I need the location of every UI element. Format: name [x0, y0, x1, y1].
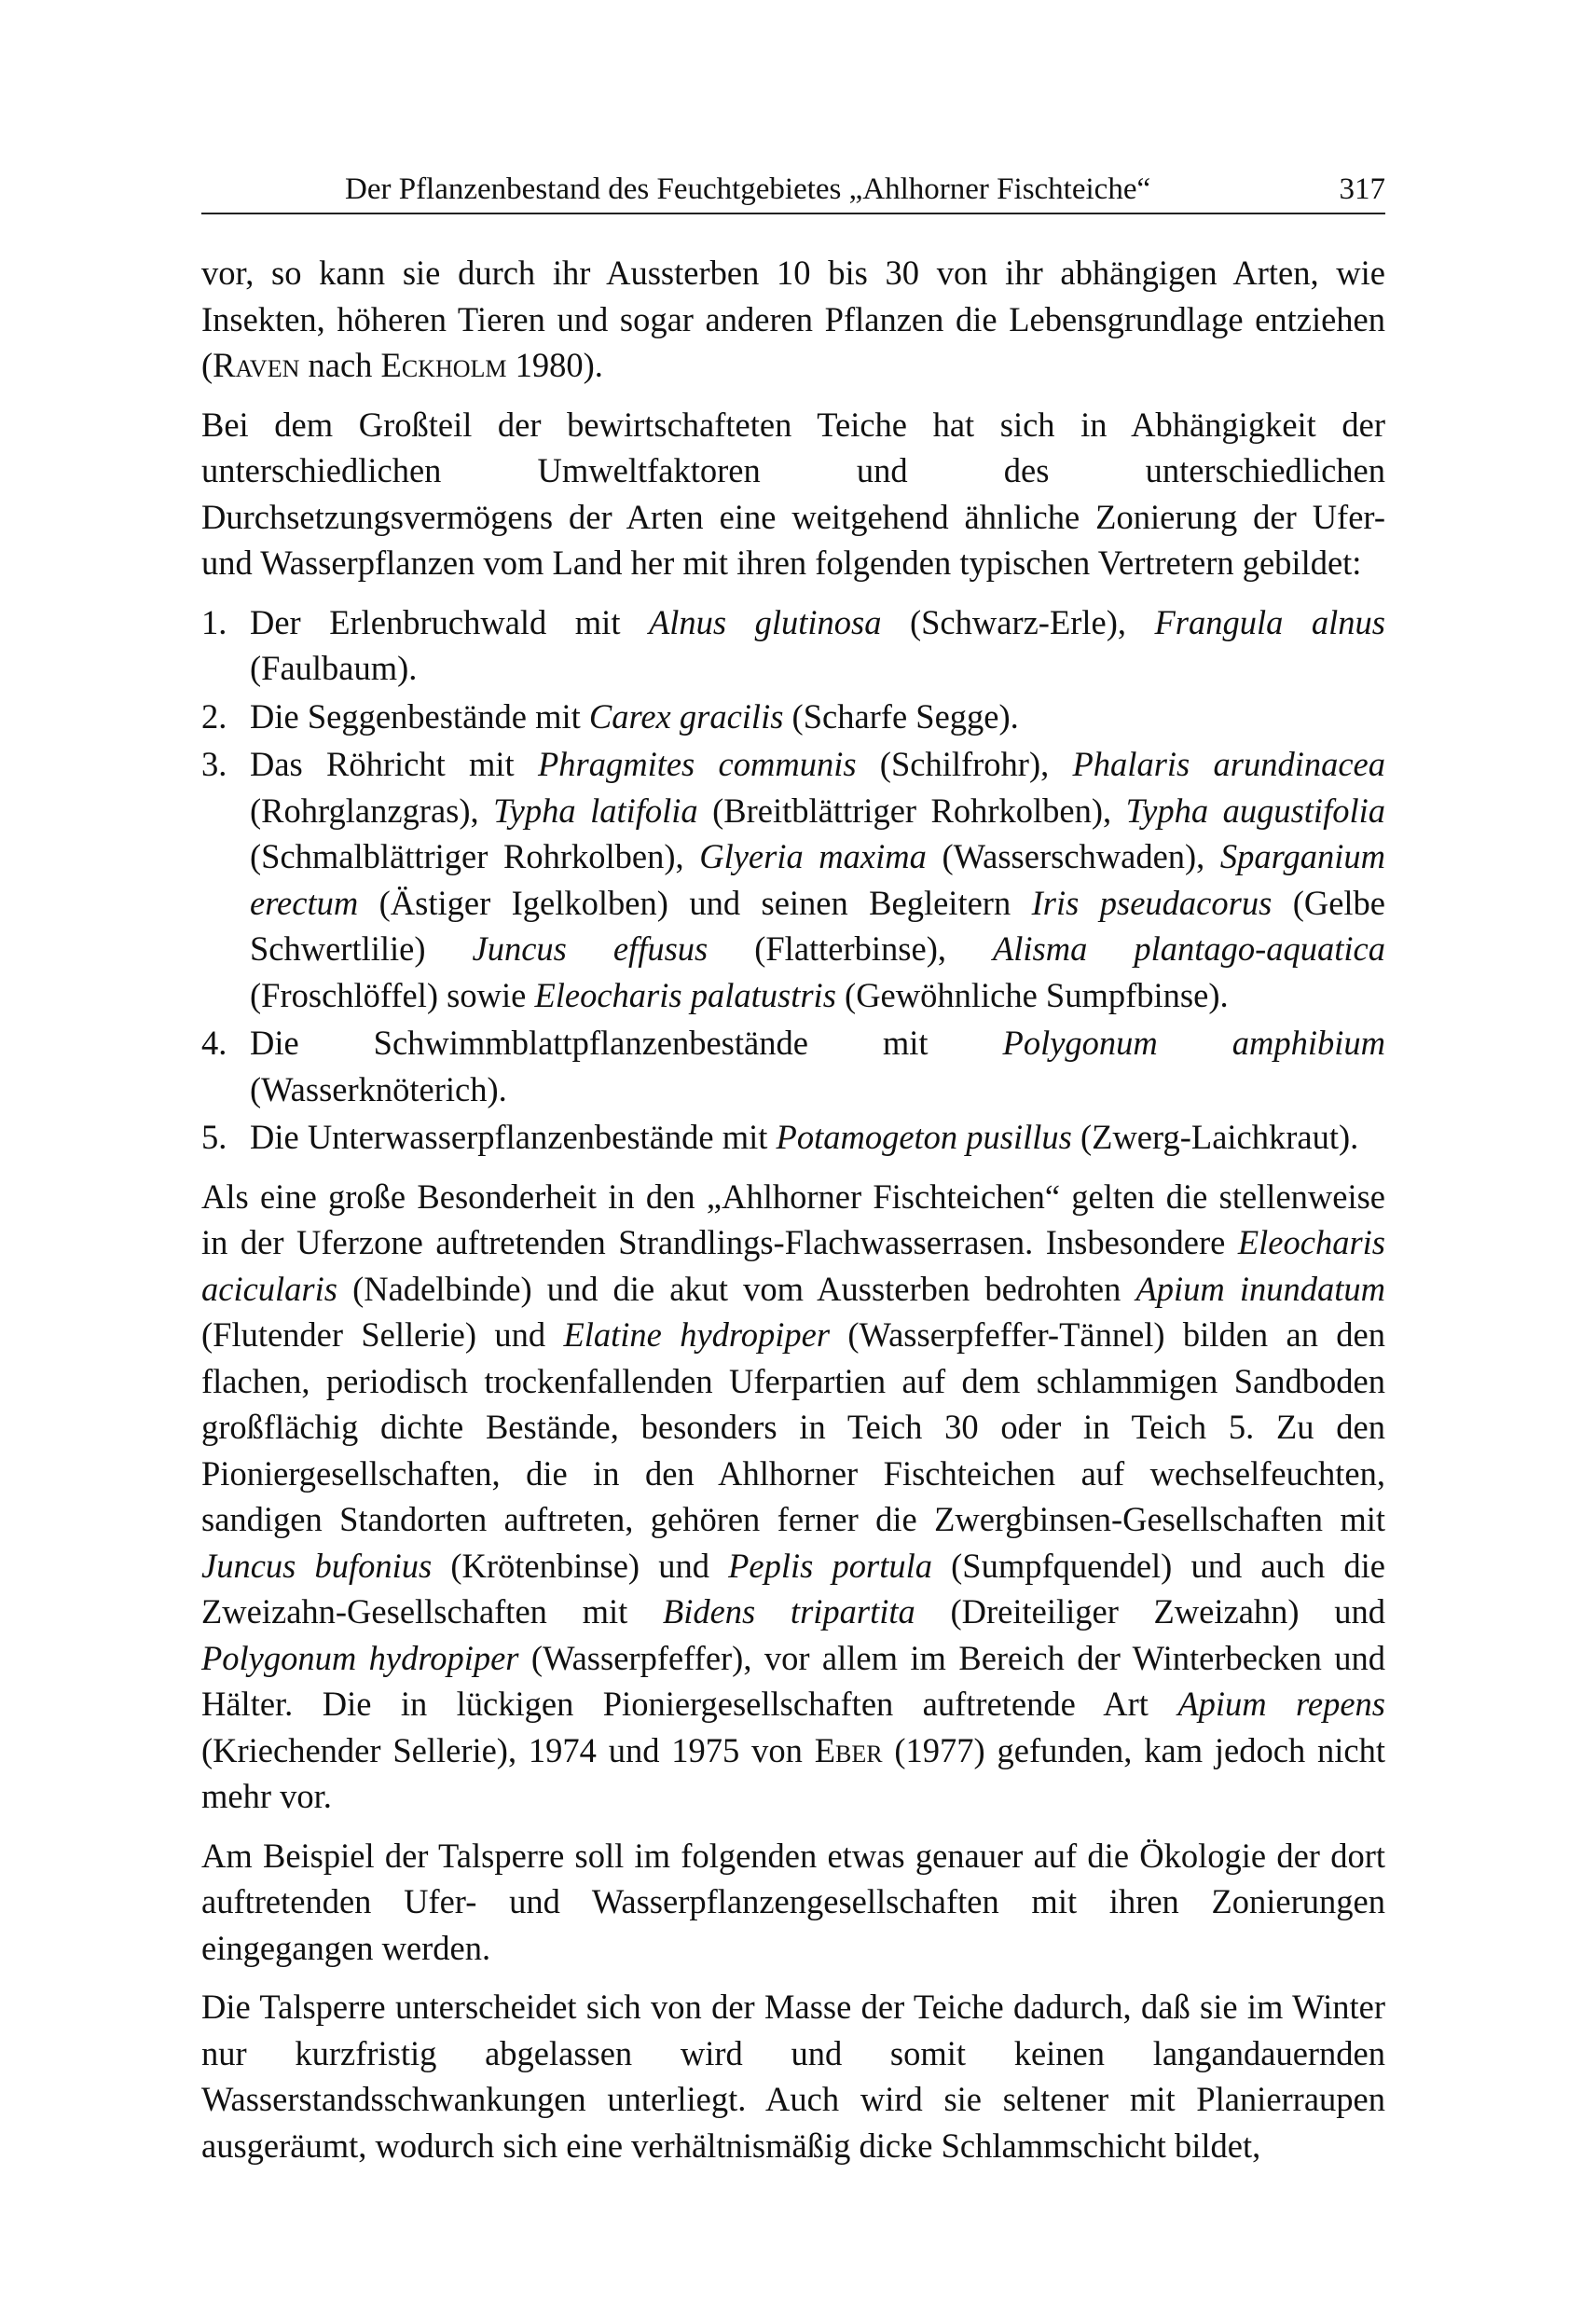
species-name: Peplis portula: [728, 1546, 932, 1585]
list-item: 4. Die Schwimmblattpflanzenbestände mit Polygonum amphibium (Wasserknöterich).: [201, 1020, 1385, 1112]
running-title: Der Pflanzenbestand des Feuchtgebietes „Ahlhorner Fischteiche“: [345, 172, 1151, 206]
running-header: [201, 166, 1385, 214]
species-name: Polygonum amphibium: [1002, 1024, 1385, 1062]
species-name: Alisma plantago-aquatica: [992, 929, 1386, 968]
list-number: 2.: [201, 696, 227, 736]
species-name: Bidens tripartita: [662, 1592, 915, 1631]
species-name: Elatine hydropiper: [563, 1315, 831, 1354]
list-item: 2. Die Seggenbestände mit Carex gracilis (Scharfe Segge).: [201, 694, 1385, 740]
body-text: [201, 250, 1385, 2181]
zonation-list: [201, 599, 1385, 1161]
page-number: 317: [1339, 172, 1385, 206]
species-name: Eleocharis palatustris: [534, 975, 836, 1014]
species-name: Frangula alnus: [1154, 602, 1385, 641]
species-name: Potamogeton pusillus: [776, 1118, 1072, 1156]
list-number: 3.: [201, 745, 227, 783]
species-name: Typha latifolia: [493, 791, 698, 830]
species-name: Glyeria maxima: [699, 837, 927, 875]
species-name: Phalaris arundinacea: [1072, 745, 1386, 783]
paragraph-5: Die Talsperre unterscheidet sich von der Masse der Teiche dadurch, daß sie im Winter nur kurzfristig abgelassen wird und somit keinen langandauernden Wasserstandsschwankungen unterliegt. Auch wird sie seltener mit Planierraupen ausgeräumt, wodurch sich eine verhältnismäßig dicke Schlammschicht bildet,: [201, 1988, 1385, 2165]
list-item: 1. Der Erlenbruchwald mit Alnus glutinosa (Schwarz-Erle), Frangula alnus (Faulbaum).: [201, 599, 1385, 692]
list-number: 1.: [201, 602, 227, 641]
species-name: Apium repens: [1177, 1685, 1385, 1723]
list-item: 5. Die Unterwasserpflanzenbestände mit Potamogeton pusillus (Zwerg-Laichkraut).: [201, 1114, 1385, 1161]
list-number: 5.: [201, 1118, 227, 1156]
species-name: Iris pseudacorus: [1031, 883, 1273, 922]
species-name: Sparganium erectum: [250, 837, 1386, 922]
species-name: Juncus effusus: [472, 929, 709, 968]
species-name: Carex gracilis: [588, 696, 784, 736]
species-name: Apium inundatum: [1135, 1269, 1385, 1308]
list-number: 4.: [201, 1024, 227, 1062]
species-name: Eleocharis acicularis: [201, 1223, 1385, 1308]
paragraph-4: Am Beispiel der Talsperre soll im folgenden etwas genauer auf die Ökologie der dort auftretenden Ufer- und Wasserpflanzengesellschaften mit ihren Zonierungen eingegangen werden.: [201, 1836, 1385, 1967]
paragraph-3: Als eine große Besonderheit in den „Ahlhorner Fischteichen“ gelten die stellenweise in der Uferzone auftretenden Strandlings-Flachwasserrasen. Insbesondere Eleocharis acicularis (Nadelbinde) und die akut vom Aussterben bedrohten Apium inundatum (Flutender Sellerie) und Elatine hydropiper (Wasserpfeffer-Tännel) bilden an den flachen, periodisch trockenfallenden Uferpartien auf dem schlammigen Sandboden großflächig dichte Bestände, besonders in Teich 30 oder in Teich 5. Zu den Pioniergesellschaften, die in den Ahlhorner Fischteichen auf wechselfeuchten, sandigen Standorten auftreten, gehören ferner die Zwergbinsen-Gesellschaften mit Juncus bufonius (Krötenbinse) und Peplis portula (Sumpfquendel) und auch die Zweizahn-Gesellschaften mit Bidens tripartita (Dreiteiliger Zweizahn) und Polygonum hydropiper (Wasserpfeffer), vor allem im Bereich der Winterbecken und Hälter. Die in lückigen Pioniergesellschaften auftretende Art Apium repens (Kriechender Sellerie), 1974 und 1975 von Eber (1977) gefunden, kam jedoch nicht mehr vor.: [201, 1177, 1386, 1815]
author-name: Eber: [814, 1730, 883, 1769]
list-item: 3. Das Röhricht mit Phragmites communis (Schilfrohr), Phalaris arundinacea (Rohrglanzgras), Typha latifolia (Breitblättriger Rohrkolben), Typha augustifolia (Schmalblättriger Rohrkolben), Glyeria maxima (Wasserschwaden), Sparganium erectum (Ästiger Igelkolben) und seinen Begleitern Iris pseudacorus (Gelbe Schwertlilie) Juncus effusus (Flatterbinse), Alisma plantago-aquatica (Froschlöffel) sowie Eleocharis palatustris (Gewöhnliche Sumpfbinse).: [201, 741, 1385, 1018]
paragraph-2: Bei dem Großteil der bewirtschafteten Teiche hat sich in Abhängigkeit der unterschiedlichen Umweltfaktoren und des unterschiedlichen Durchsetzungsvermögens der Arten eine weitgehend ähnliche Zonierung der Ufer- und Wasserpflanzen vom Land her mit ihren folgenden typischen Vertretern gebildet:: [201, 405, 1385, 582]
species-name: Typha augustifolia: [1125, 791, 1385, 830]
species-name: Phragmites communis: [537, 745, 857, 783]
species-name: Polygonum hydropiper: [201, 1638, 519, 1677]
author-name: Raven: [213, 346, 300, 384]
species-name: Alnus glutinosa: [648, 602, 882, 641]
paragraph-1: vor, so kann sie durch ihr Aussterben 10 bis 30 von ihr abhängigen Arten, wie Insekten, höheren Tieren und sogar anderen Pflanzen die Lebensgrundlage entziehen (Raven nach Eckholm 1980).: [201, 254, 1385, 384]
author-name: Eckholm: [380, 346, 507, 384]
species-name: Juncus bufonius: [201, 1546, 433, 1585]
